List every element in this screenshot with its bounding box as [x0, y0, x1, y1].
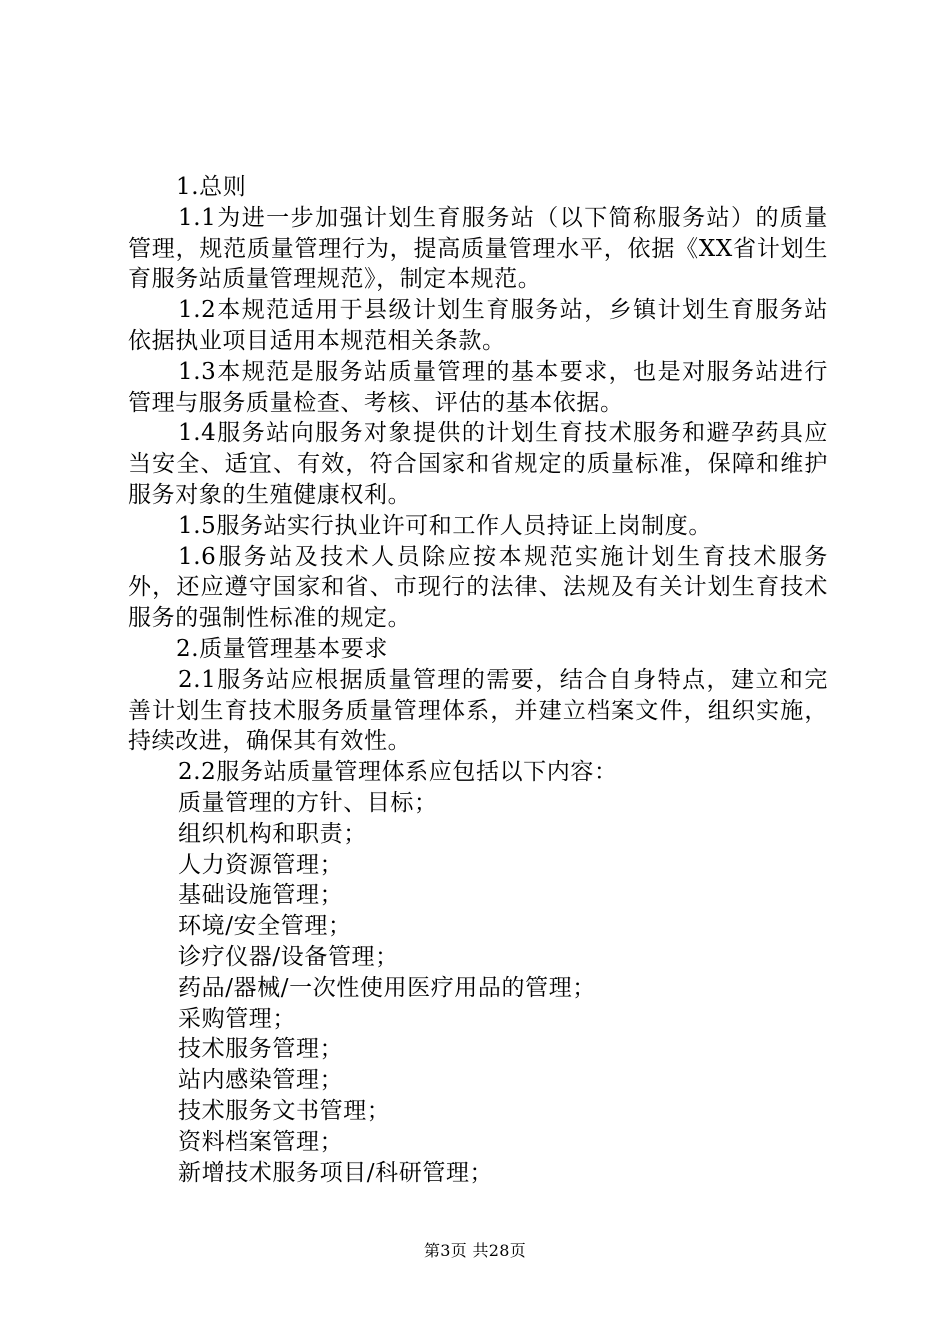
section-heading: 1.总则: [176, 174, 247, 200]
clause-paragraph: 1.1为进一步加强计划生育服务站（以下简称服务站）的质量管理，规范质量管理行为，提高质量管理水平，依据《XX省计划生育服务站质量管理规范》，制定本规范。: [128, 204, 828, 293]
list-item: 环境/安全管理；: [178, 913, 352, 940]
list-item: 技术服务管理；: [178, 1036, 344, 1063]
clause-paragraph: 1.6服务站及技术人员除应按本规范实施计划生育技术服务外，还应遵守国家和省、市现行的法律、法规及有关计划生育技术服务的强制性标准的规定。: [128, 543, 828, 632]
clause-paragraph: 1.2本规范适用于县级计划生育服务站，乡镇计划生育服务站依据执业项目适用本规范相关条款。: [128, 297, 828, 354]
list-item: 技术服务文书管理；: [178, 1097, 391, 1124]
list-item: 站内感染管理；: [178, 1067, 344, 1094]
list-item: 人力资源管理；: [178, 851, 344, 878]
list-item: 基础设施管理；: [178, 882, 344, 909]
section-heading: 2.质量管理基本要求: [176, 635, 388, 662]
clause-paragraph: 1.4服务站向服务对象提供的计划生育技术服务和避孕药具应当安全、适宜、有效，符合国家和省规定的质量标准，保障和维护服务对象的生殖健康权利。: [128, 420, 828, 508]
clause-paragraph: 2.1服务站应根据质量管理的需要，结合自身特点，建立和完善计划生育技术服务质量管理体系，并建立档案文件，组织实施，持续改进，确保其有效性。: [128, 666, 828, 755]
list-item: 质量管理的方针、目标；: [178, 789, 438, 816]
list-item: 采购管理；: [178, 1005, 296, 1032]
list-item: 新增技术服务项目/科研管理；: [178, 1159, 494, 1186]
clause-paragraph: 1.3本规范是服务站质量管理的基本要求，也是对服务站进行管理与服务质量检查、考核、评估的基本依据。: [128, 358, 828, 416]
document-body: [128, 172, 828, 1188]
list-item: 组织机构和职责；: [178, 820, 367, 847]
list-item: 资料档案管理；: [178, 1128, 344, 1155]
list-item: 药品/器械/一次性使用医疗用品的管理；: [178, 974, 596, 1001]
page-footer: 第3页 共28页: [423, 1241, 527, 1260]
list-item: 诊疗仪器/设备管理；: [178, 943, 399, 970]
clause-paragraph: 1.5服务站实行执业许可和工作人员持证上岗制度。: [178, 512, 712, 539]
clause-paragraph: 2.2服务站质量管理体系应包括以下内容：: [178, 759, 618, 786]
